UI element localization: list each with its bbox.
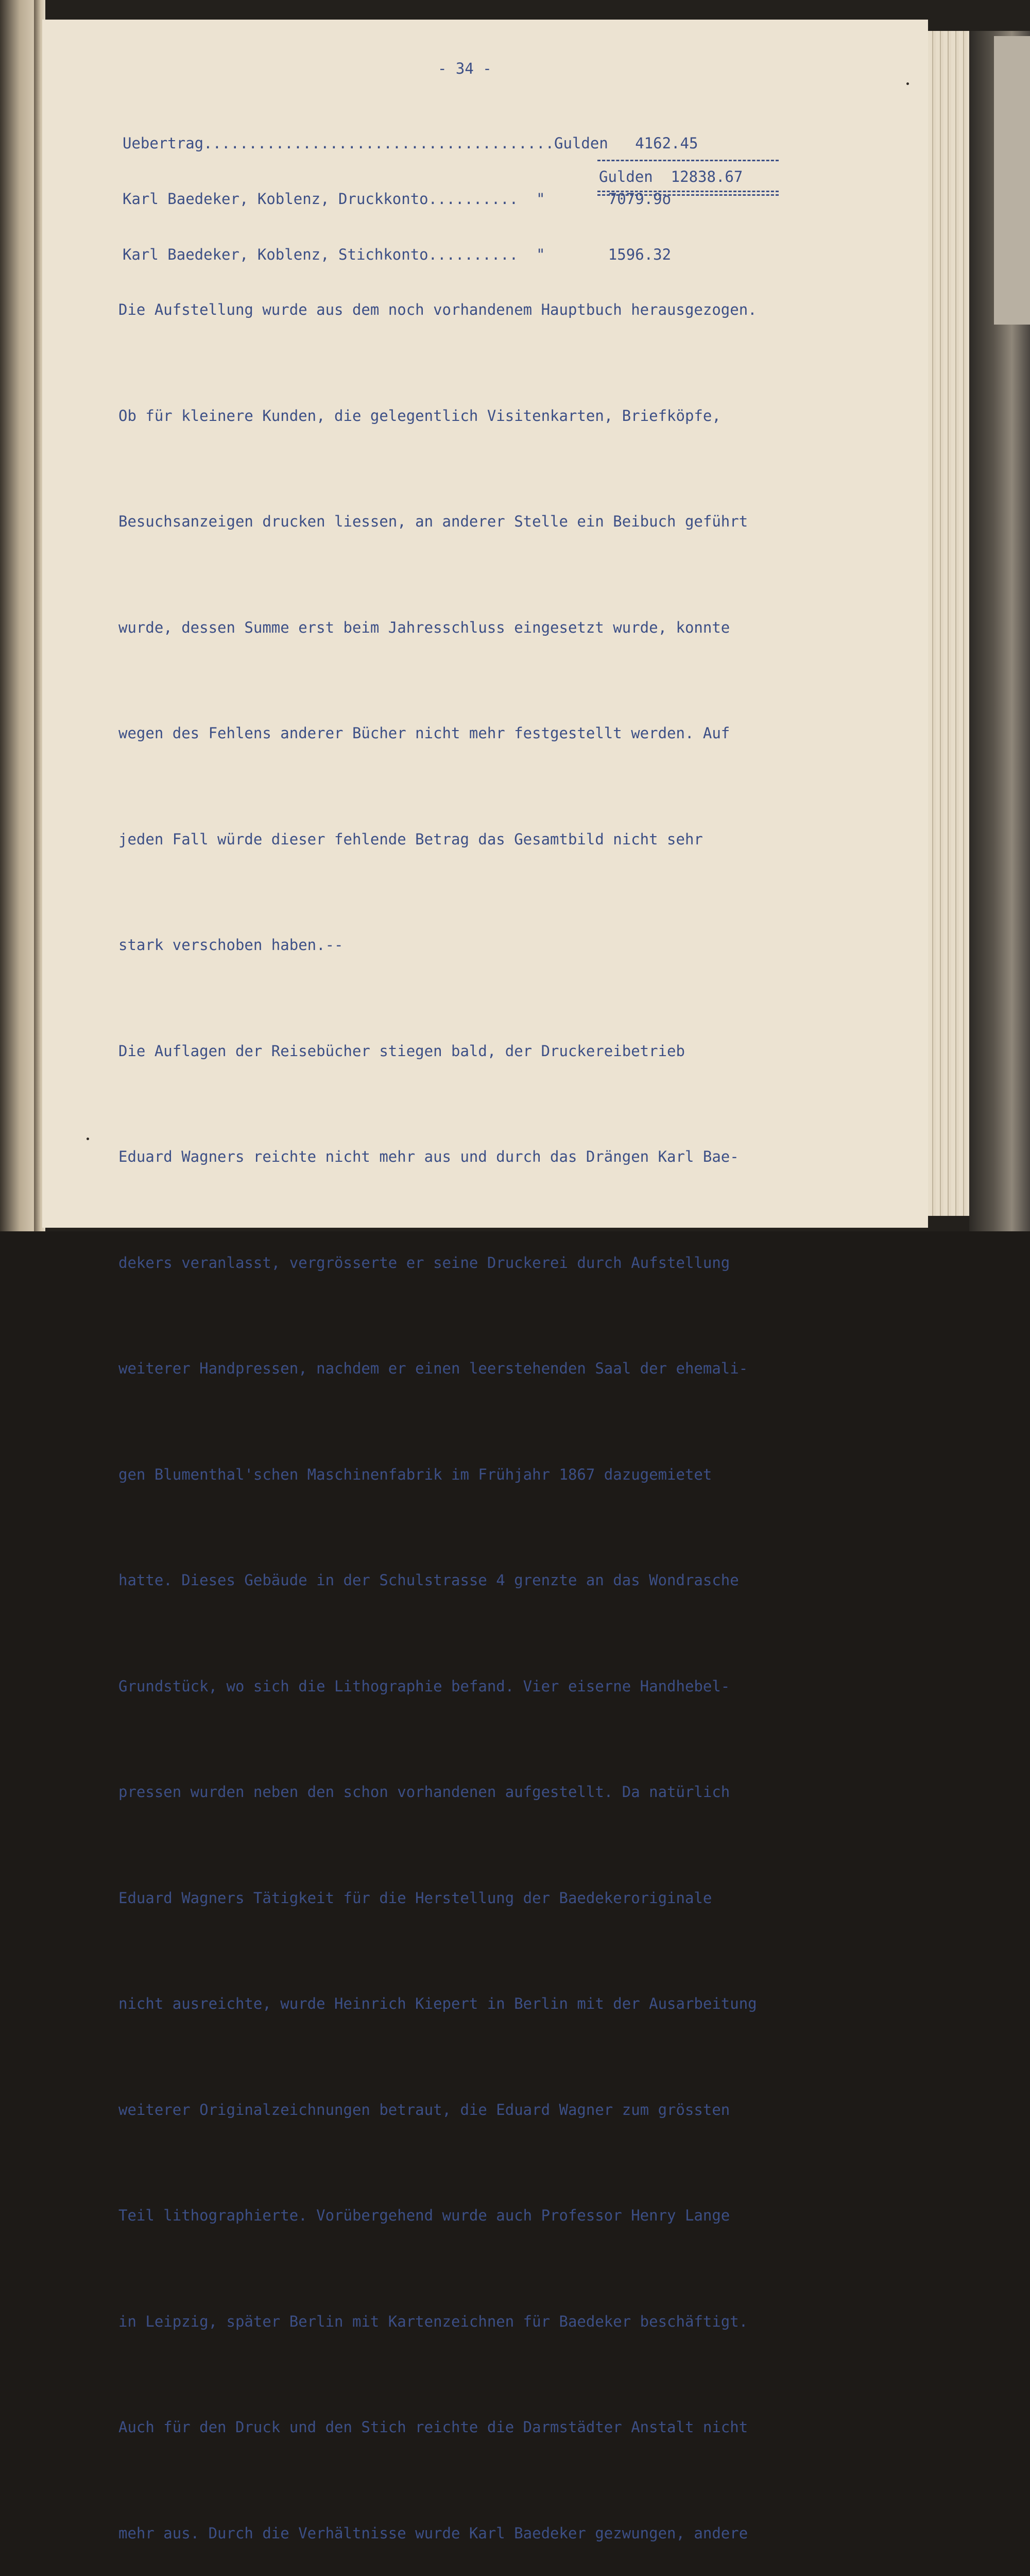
text-line: stark verschoben haben.-- (118, 936, 344, 954)
text-line: weiterer Handpressen, nachdem er einen leerstehenden Saal der ehemali- (118, 1360, 748, 1377)
left-page-edge (0, 0, 36, 1231)
text-line: Besuchsanzeigen drucken liessen, an anderer Stelle ein Beibuch geführt (118, 513, 748, 530)
page-stack-edges (928, 31, 969, 1216)
text-line: Ob für kleinere Kunden, die gelegentlich Visitenkarten, Briefköpfe, (118, 406, 721, 425)
text-line: Eduard Wagners Tätigkeit für die Herstellung der Baedekeroriginale (118, 1889, 712, 1907)
text-line: gen Blumenthal'schen Maschinenfabrik im Frühjahr 1867 dazugemietet (118, 1465, 712, 1483)
text-line: Teil lithographierte. Vorübergehend wurde auch Professor Henry Lange (118, 2207, 730, 2224)
text-line: Grundstück, wo sich die Lithographie befand. Vier eiserne Handhebel- (118, 1677, 730, 1695)
text-line: dekers veranlasst, vergrösserte er seine Druckerei durch Aufstellung (118, 1253, 730, 1272)
ledger-row: Karl Baedeker, Koblenz, Druckkonto.......... " 7079.9o (123, 190, 672, 208)
ledger-row: Karl Baedeker, Koblenz, Stichkonto.......... " 1596.32 (123, 246, 672, 263)
text-line: nicht ausreichte, wurde Heinrich Kiepert in Berlin mit der Ausarbeitung (118, 1995, 757, 2012)
text-line: in Leipzig, später Berlin mit Kartenzeichnen für Baedeker beschäftigt. (118, 2312, 748, 2330)
body-text (118, 222, 757, 2576)
text-line: Eduard Wagners reichte nicht mehr aus und durch das Drängen Karl Bae- (118, 1148, 739, 1165)
text-line: wurde, dessen Summe erst beim Jahresschluss eingesetzt wurde, konnte (118, 618, 730, 636)
paper-speck (87, 1138, 89, 1140)
cover-highlight (994, 36, 1030, 325)
text-line: hatte. Dieses Gebäude in der Schulstrasse 4 grenzte an das Wondrasche (118, 1571, 739, 1589)
text-line: pressen wurden neben den schon vorhandenen aufgestellt. Da natürlich (118, 1783, 730, 1801)
text-line: Auch für den Druck und den Stich reichte die Darmstädter Anstalt nicht (118, 2418, 748, 2436)
text-line: wegen des Fehlens anderer Bücher nicht mehr festgestellt werden. Auf (118, 724, 730, 742)
text-line: Die Auflagen der Reisebücher stiegen bald, der Druckereibetrieb (118, 1042, 685, 1060)
total-double-rule (597, 191, 779, 196)
text-line: weiterer Originalzeichnungen betraut, die Eduard Wagner zum grössten (118, 2100, 730, 2119)
paper-speck (906, 82, 909, 85)
ledger-total: Gulden 12838.67 (599, 168, 743, 185)
page-number: - 34 - (438, 60, 492, 77)
text-line: mehr aus. Durch die Verhältnisse wurde Karl Baedeker gezwungen, andere (118, 2524, 748, 2542)
text-line: jeden Fall würde dieser fehlende Betrag das Gesamtbild nicht sehr (118, 830, 703, 848)
text-line: Die Aufstellung wurde aus dem noch vorhandenem Hauptbuch herausgezogen. (118, 301, 757, 318)
ledger-row: Uebertrag.......................................Gulden 4162.45 (123, 134, 698, 152)
sum-rule (597, 160, 779, 161)
